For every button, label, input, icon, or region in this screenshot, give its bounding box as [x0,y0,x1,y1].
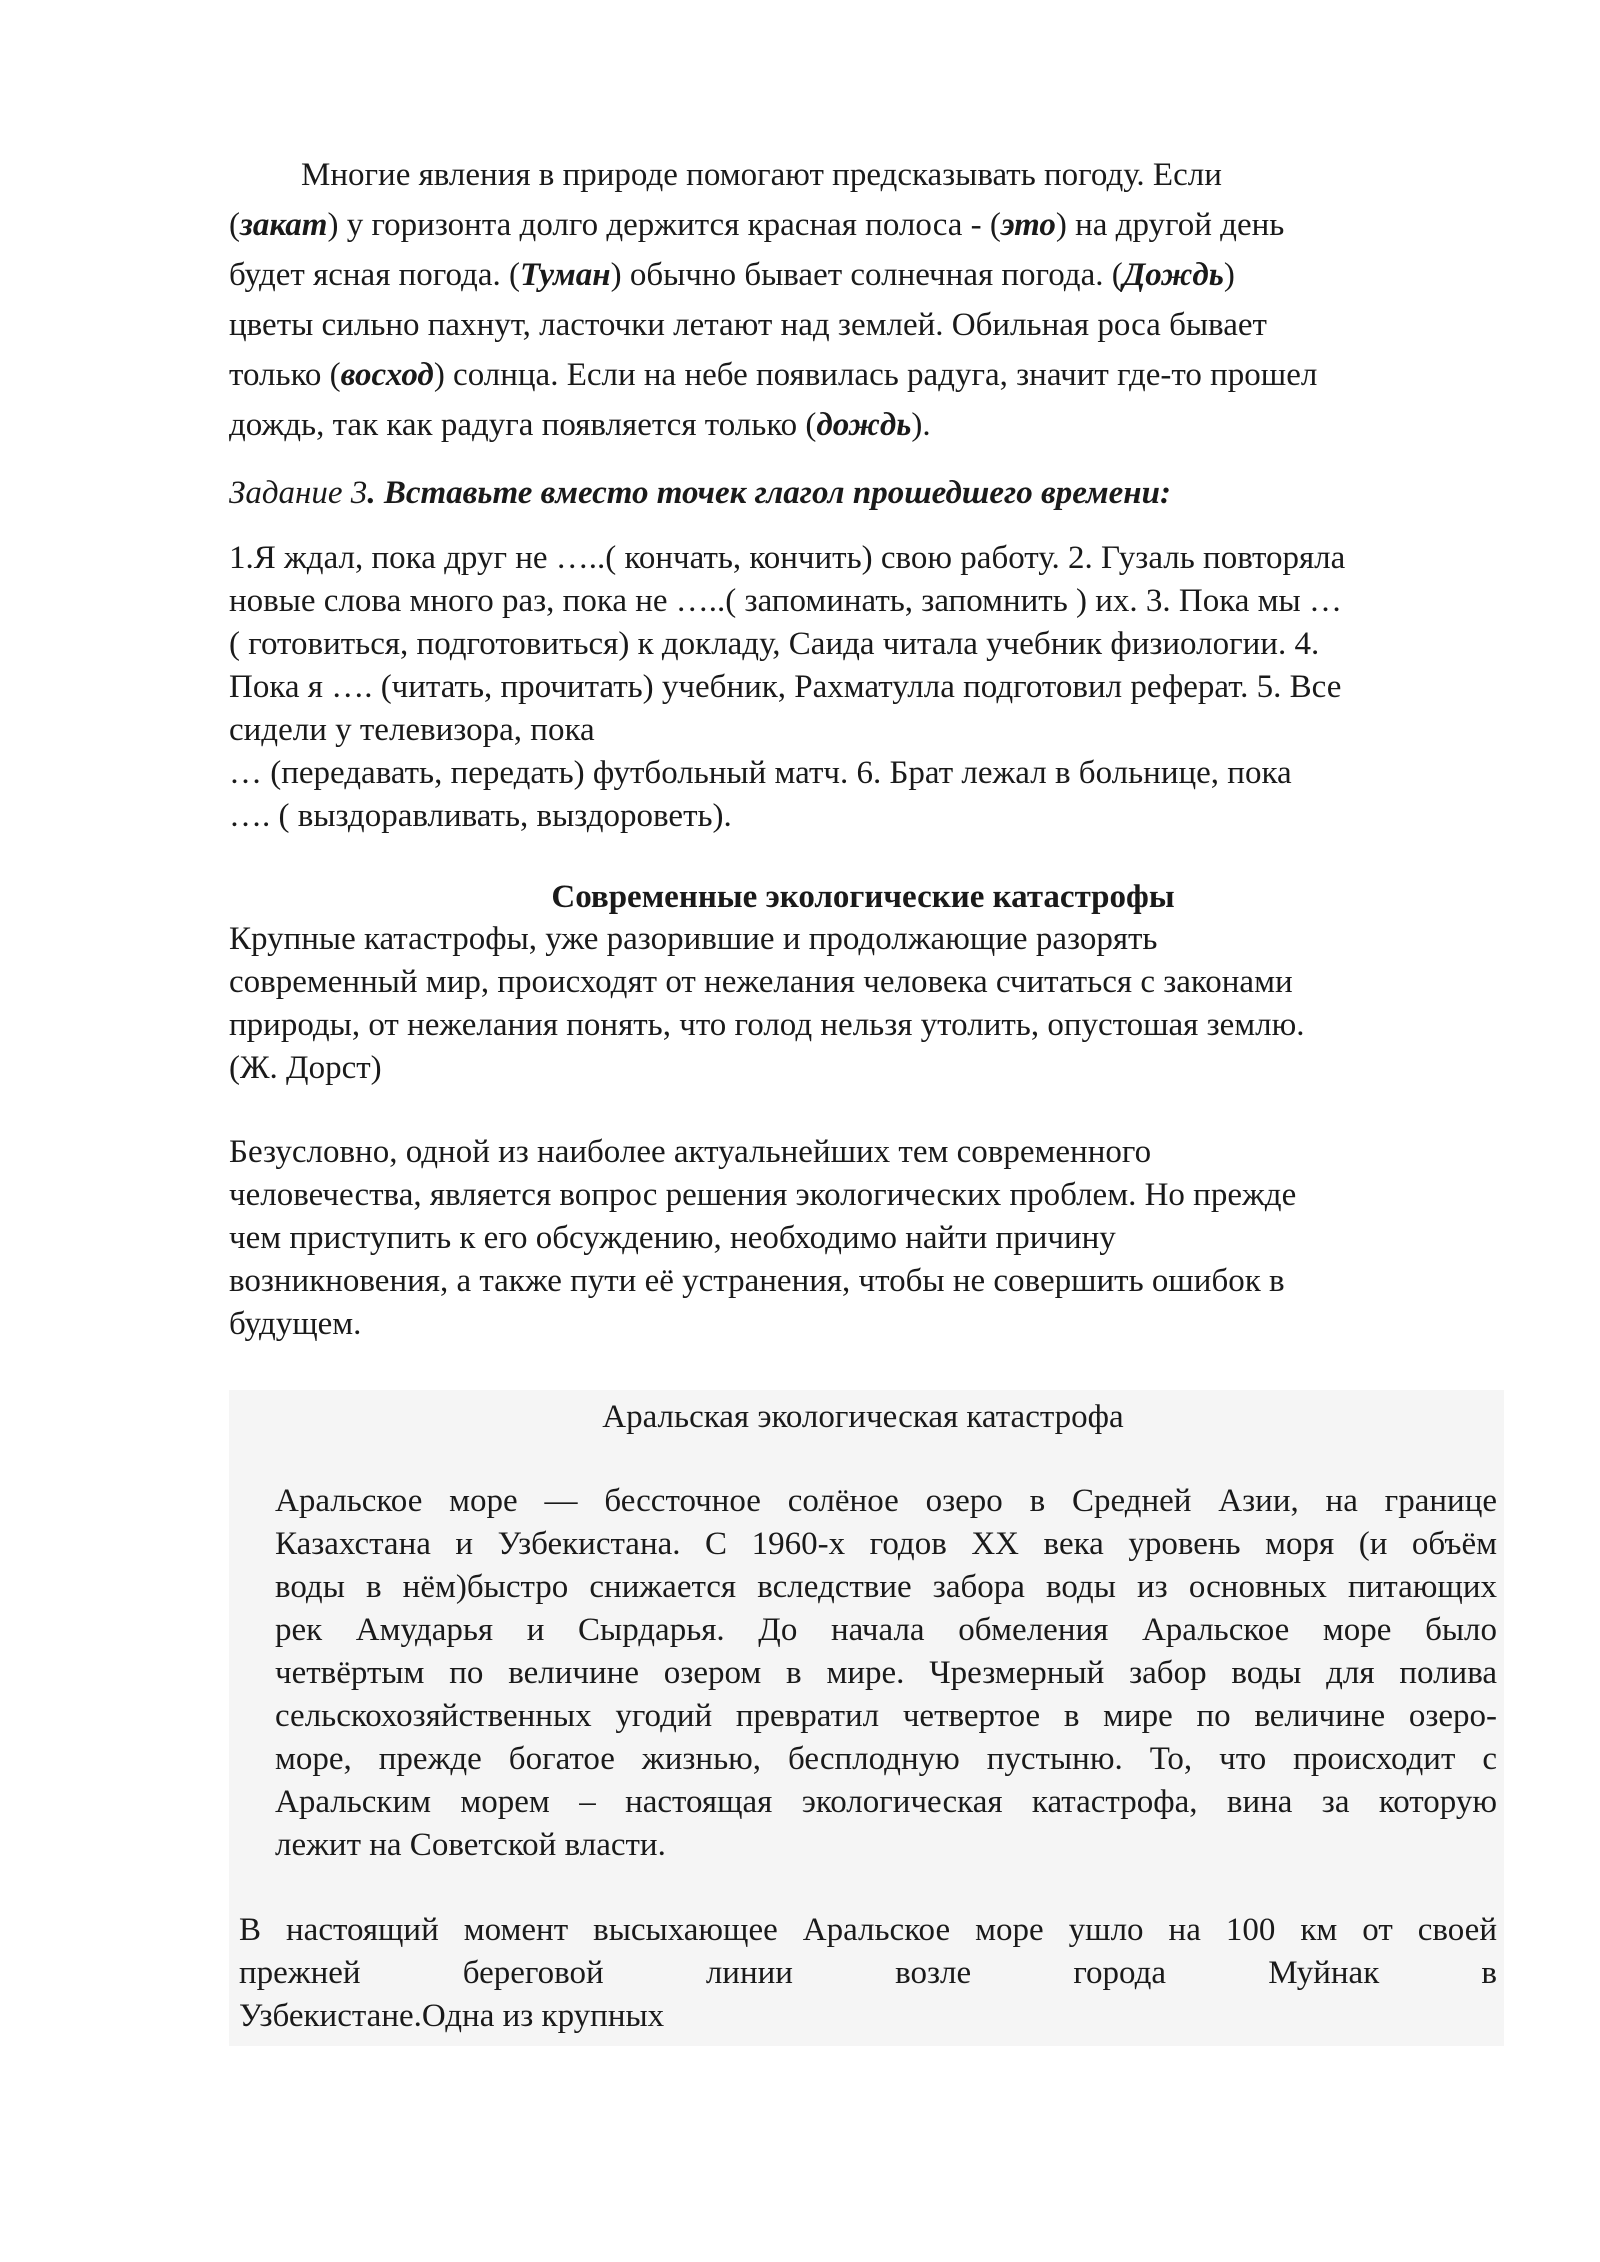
intro-text-7: цветы сильно пахнут, ласточки летают над землей. Обильная роса бывает [229,307,1267,343]
epigraph [229,918,1497,1090]
aral-section-box [229,1390,1504,2046]
exercise-line: Пока я …. (читать, прочитать) учебник, Рахматулла подготовил реферат. 5. Все [229,669,1342,705]
paragraph-line: Аральским морем – настоящая экологическая катастрофа, вина за которую [275,1784,1497,1820]
paragraph-line: Аральское море — бессточное солёное озеро в Средней Азии, на границе [275,1483,1497,1519]
intro-text-5: ) обычно бывает солнечная погода. ( [610,257,1123,293]
intro-text-2: ) у горизонта долго держится красная полоса - ( [327,207,1001,243]
answer-word-tuman: Туман [519,257,611,293]
exercise-line: 1.Я ждал, пока друг не …..( кончать, кончить) свою работу. 2. Гузаль повторяла [229,540,1346,576]
epigraph-author: (Ж. Дорст) [229,1050,382,1086]
answer-word-dozhd-1: Дождь [1122,257,1224,293]
paragraph-line: рек Амударья и Сырдарья. До начала обмеления Аральское море было [275,1612,1497,1648]
paragraph-line: чем приступить к его обсуждению, необходимо найти причину [229,1220,1116,1256]
paragraph-line: человечества, является вопрос решения экологических проблем. Но прежде [229,1177,1297,1213]
paragraph-line: море, прежде богатое жизнью, бесплодную пустыню. То, что происходит с [275,1741,1497,1777]
exercise-line: … (передавать, передать) футбольный матч. 6. Брат лежал в больнице, пока [229,755,1292,791]
aral-section-title: Аральская экологическая катастрофа [602,1399,1124,1435]
paragraph-line: Казахстана и Узбекистана. С 1960-х годов XX века уровень моря (и объём [275,1526,1497,1562]
intro-text-4: будет ясная погода. ( [229,257,520,293]
paragraph-line: будущем. [229,1306,362,1342]
paragraph-line: В настоящий момент высыхающее Аральское море ушло на 100 км от своей [239,1912,1497,1948]
epigraph-line: современный мир, происходят от нежелания человека считаться с законами [229,964,1293,1000]
task-3-label: Задание 3 [229,475,368,511]
paragraph-line: воды в нём)быстро снижается вследствие забора воды из основных питающих [275,1569,1497,1605]
answer-word-dozhd-2: дождь [816,407,912,443]
paragraph-line: сельскохозяйственных угодий превратил четвертое в мире по величине озеро- [275,1698,1497,1734]
epigraph-line: Крупные катастрофы, уже разорившие и продолжающие разорять [229,921,1158,957]
intro-text-9: ) солнца. Если на небе появилась радуга, значит где-то прошел [433,357,1318,393]
exercise-line: новые слова много раз, пока не …..( запоминать, запомнить ) их. 3. Пока мы … [229,583,1342,619]
aral-paragraph-2 [229,1909,1497,2038]
task-3-instruction: . Вставьте вместо точек глагол прошедшего времени: [367,475,1171,511]
section-title: Современные экологические катастрофы [551,879,1175,915]
task-3-heading [229,470,1189,517]
intro-text-6: ) [1223,257,1235,293]
paragraph-line: Безусловно, одной из наиболее актуальнейших тем современного [229,1134,1152,1170]
intro-text-8: только ( [229,357,341,393]
exercise-line: …. ( выздоравливать, выздороветь). [229,798,732,834]
intro-ecology-paragraph [229,1131,1497,1346]
paragraph-line: четвёртым по величине озером в мире. Чрезмерный забор воды для полива [275,1655,1497,1691]
intro-text-11: ). [911,407,931,443]
intro-paren: ( [229,207,240,243]
exercise-line: сидели у телевизора, пока [229,712,595,748]
paragraph-line: Узбекистане.Одна из крупных [239,1998,665,2034]
intro-text-3: ) на другой день [1055,207,1285,243]
intro-text-1: Многие явления в природе помогают предсказывать погоду. Если [301,157,1222,193]
document-page [229,150,1497,2046]
epigraph-line: природы, от нежелания понять, что голод нельзя утолить, опустошая землю. [229,1007,1305,1043]
aral-paragraph-1 [229,1480,1497,1867]
answer-word-eto: это [1000,207,1056,243]
answer-word-voskhod: восход [340,357,434,393]
intro-text-10: дождь, так как радуга появляется только ( [229,407,817,443]
intro-paragraph [229,150,1497,450]
exercise-line: ( готовиться, подготовиться) к докладу, Саида читала учебник физиологии. 4. [229,626,1320,662]
paragraph-line: возникновения, а также пути её устранения, чтобы не совершить ошибок в [229,1263,1285,1299]
paragraph-line: прежней береговой линии возле города Муйнак в [239,1955,1497,1991]
paragraph-line: лежит на Советской власти. [275,1827,666,1863]
answer-word-zakat: закат [240,207,328,243]
task-3-exercise [229,537,1497,838]
